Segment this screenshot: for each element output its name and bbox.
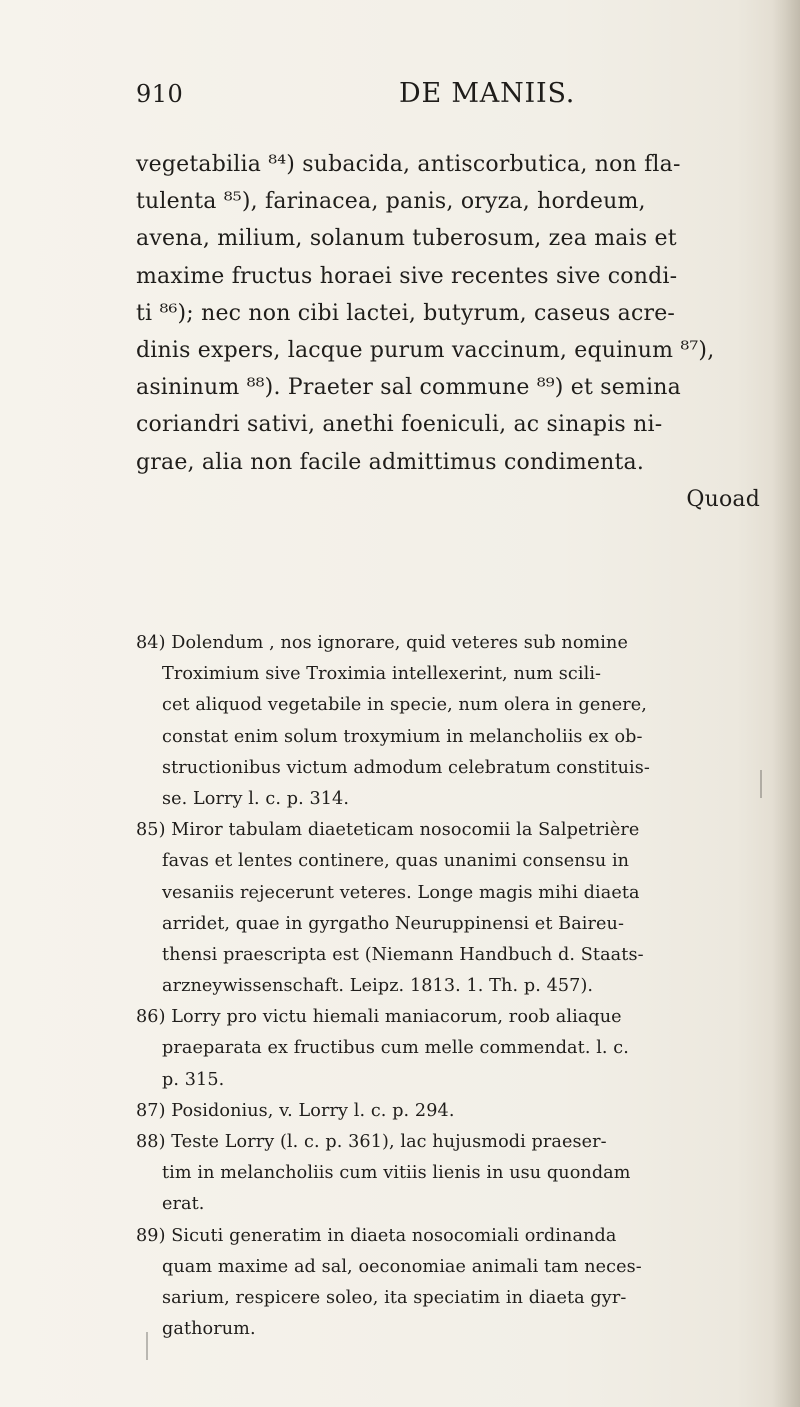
- main-text-line: avena, milium, solanum tuberosum, zea mais et: [136, 226, 677, 252]
- main-text-line: asininum ⁸⁸). Praeter sal commune ⁸⁹) et semina: [136, 375, 681, 401]
- footnote-line: praeparata ex fructibus cum melle commendat. l. c.: [162, 1038, 629, 1059]
- footnote-line: structionibus victum admodum celebratum constituis-: [162, 757, 650, 778]
- scan-mark: [146, 1332, 148, 1360]
- footnote-line: p. 315.: [162, 1069, 225, 1090]
- footnotes-block: [136, 628, 760, 1345]
- main-text-block: [136, 146, 760, 518]
- footnote-line: 85) Miror tabulam diaeteticam nosocomii la Salpetrière: [136, 820, 640, 841]
- footnote-line: 88) Teste Lorry (l. c. p. 361), lac hujusmodi praeser-: [136, 1132, 607, 1152]
- main-text-line: coriandri sativi, anethi foeniculi, ac sinapis ni-: [136, 412, 663, 438]
- footnote-line: cet aliquod vegetabile in specie, num olera in genere,: [162, 695, 647, 716]
- footnote-line: 84) Dolendum , nos ignorare, quid veteres sub nomine: [136, 633, 628, 653]
- footnote-line: arridet, quae in gyrgatho Neuruppinensi et Baireu-: [162, 913, 625, 934]
- scan-mark: [760, 770, 762, 798]
- footnote-line: favas et lentes continere, quas unanimi consensu in: [162, 851, 630, 872]
- main-text-line: dinis expers, lacque purum vaccinum, equinum ⁸⁷),: [136, 337, 715, 363]
- footnote-line: tim in melancholiis cum vitiis lienis in usu quondam: [162, 1163, 631, 1184]
- footnote-line: gathorum.: [162, 1319, 256, 1340]
- footnote-line: thensi praescripta est (Niemann Handbuch d. Staats-: [162, 944, 644, 965]
- footnote-line: 86) Lorry pro victu hiemali maniacorum, roob aliaque: [136, 1007, 622, 1028]
- footnote-line: constat enim solum troxymium in melancholiis ex ob-: [162, 726, 643, 747]
- main-text-line: maxime fructus horaei sive recentes sive condi-: [136, 263, 678, 289]
- footnote-line: se. Lorry l. c. p. 314.: [162, 788, 350, 809]
- footnote-line: 87) Posidonius, v. Lorry l. c. p. 294.: [136, 1100, 455, 1121]
- main-text-line: tulenta ⁸⁵), farinacea, panis, oryza, hordeum,: [136, 189, 646, 215]
- running-title: DE MANIIS.: [399, 78, 576, 109]
- main-text-line: ti ⁸⁶); nec non cibi lactei, butyrum, caseus acre-: [136, 300, 676, 326]
- footnote-line: Troximium sive Troximia intellexerint, num scili-: [162, 664, 602, 685]
- footnote-line: erat.: [162, 1194, 205, 1215]
- main-text-line: grae, alia non facile admittimus condimenta.: [136, 449, 645, 475]
- page-edge-shadow: [772, 0, 800, 1407]
- footnote-line: arzneywissenschaft. Leipz. 1813. 1. Th. p. 457).: [162, 976, 594, 997]
- footnote-line: vesaniis rejecerunt veteres. Longe magis mihi diaeta: [162, 882, 640, 903]
- footnote-line: 89) Sicuti generatim in diaeta nosocomiali ordinanda: [136, 1225, 617, 1246]
- footnote-line: quam maxime ad sal, oeconomiae animali tam neces-: [162, 1256, 642, 1277]
- main-text-line: vegetabilia ⁸⁴) subacida, antiscorbutica, non fla-: [136, 152, 681, 177]
- page-header: [136, 78, 656, 118]
- page-number: 910: [136, 80, 184, 108]
- catchword: Quoad: [686, 486, 760, 512]
- footnote-line: sarium, respicere soleo, ita speciatim in diaeta gyr-: [162, 1287, 627, 1308]
